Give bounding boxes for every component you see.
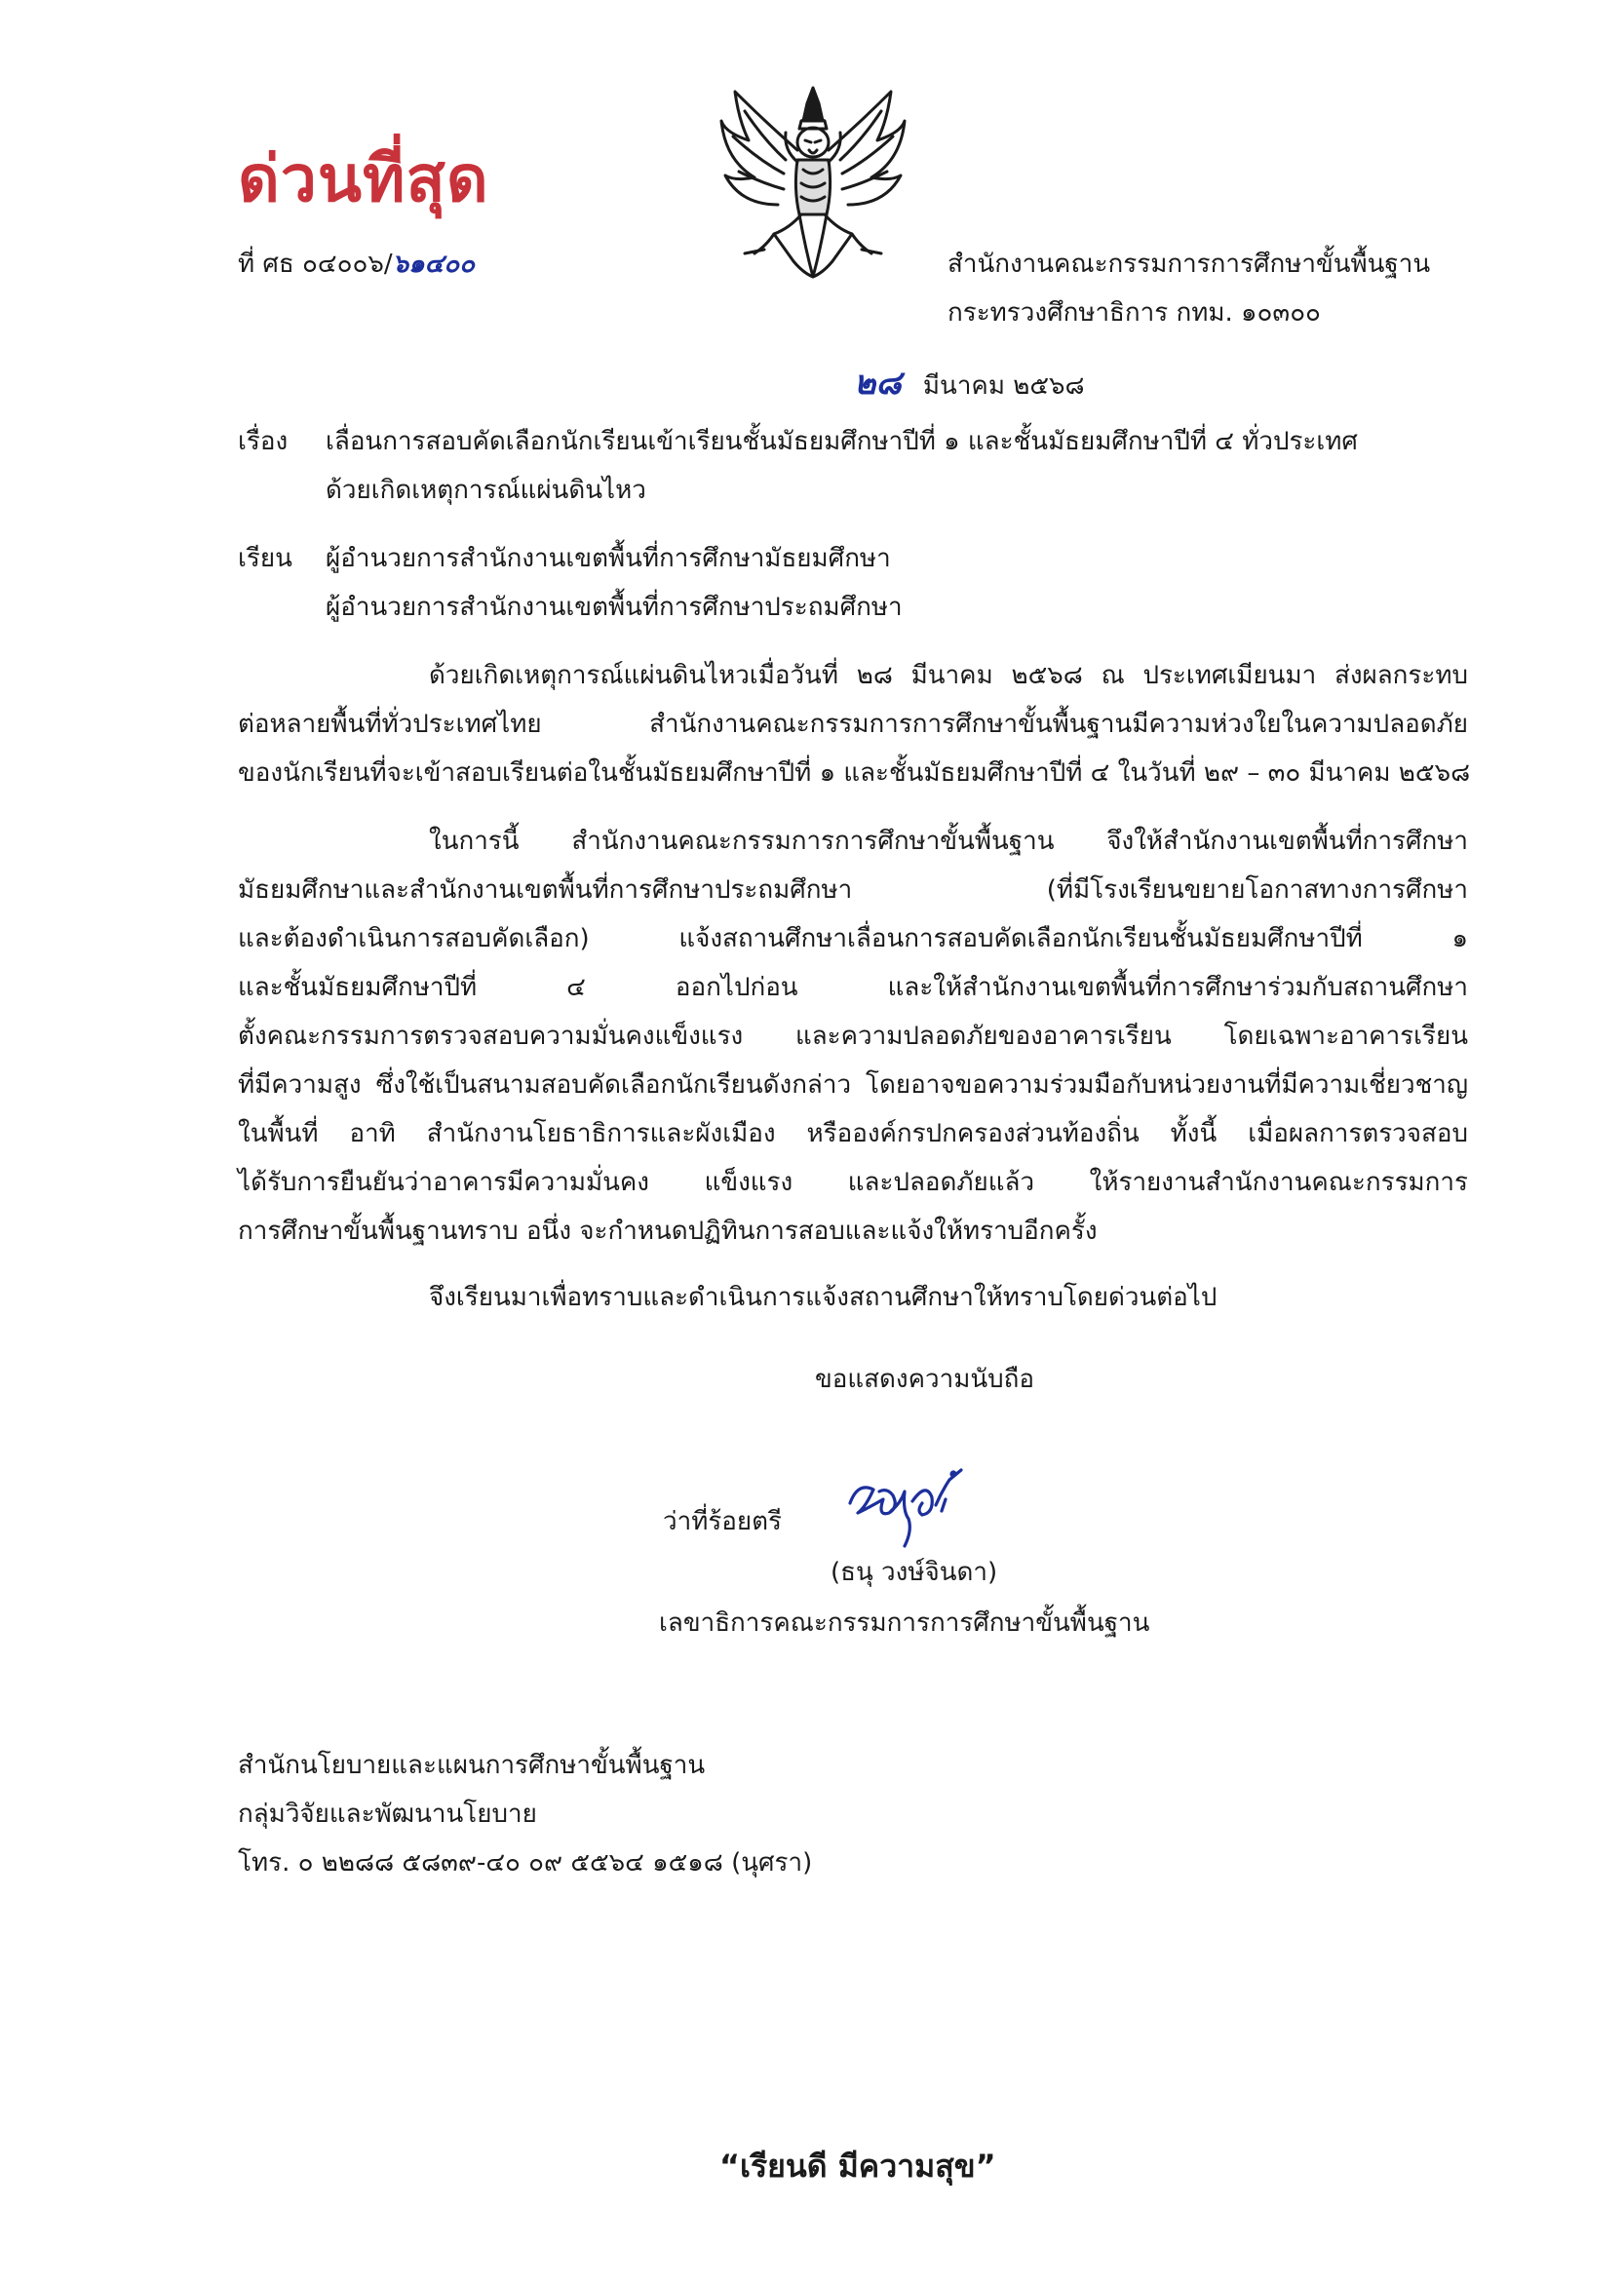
paragraph-1-line-3: ของนักเรียนที่จะเข้าสอบเรียนต่อในชั้นมัธยมศึกษาปีที่ ๑ และชั้นมัธยมศึกษาปีที่ ๔ ในวันที่ ๒๙ – ๓๐ มีนาคม ๒๕๖๘ xyxy=(238,758,1471,788)
paragraph-2-line-4: และชั้นมัธยมศึกษาปีที่ ๔ ออกไปก่อน และให้สำนักงานเขตพื้นที่การศึกษาร่วมกับสถานศึกษา xyxy=(238,973,1468,1002)
recipient-label: เรียน xyxy=(238,544,292,573)
closing-regards: ขอแสดงความนับถือ xyxy=(815,1365,1034,1394)
subject-line-1: เลื่อนการสอบคัดเลือกนักเรียนเข้าเรียนชั้นมัธยมศึกษาปีที่ ๑ และชั้นมัธยมศึกษาปีที่ ๔ ทั่วประเทศ xyxy=(326,427,1358,456)
signer-title: เลขาธิการคณะกรรมการการศึกษาขั้นพื้นฐาน xyxy=(659,1608,1150,1638)
contact-group: กลุ่มวิจัยและพัฒนานโยบาย xyxy=(238,1800,537,1829)
date-month-year: มีนาคม ๒๕๖๘ xyxy=(922,371,1085,401)
contact-office: สำนักนโยบายและแผนการศึกษาขั้นพื้นฐาน xyxy=(238,1751,706,1780)
paragraph-2-line-5: ตั้งคณะกรรมการตรวจสอบความมั่นคงแข็งแรง และความปลอดภัยของอาคารเรียน โดยเฉพาะอาคารเรียน xyxy=(238,1022,1468,1051)
footer-motto: “เรียนดี มีความสุข” xyxy=(719,2148,996,2185)
paragraph-2-line-8: ได้รับการยืนยันว่าอาคารมีความมั่นคง แข็งแรง และปลอดภัยแล้ว ให้รายงานสำนักงานคณะกรรมการ xyxy=(238,1168,1468,1197)
recipient-line-2: ผู้อำนวยการสำนักงานเขตพื้นที่การศึกษาประถมศึกษา xyxy=(326,593,903,622)
paragraph-2-line-2: มัธยมศึกษาและสำนักงานเขตพื้นที่การศึกษาประถมศึกษา (ที่มีโรงเรียนขยายโอกาสทางการศึกษา xyxy=(238,875,1468,905)
contact-phone: โทร. ๐ ๒๒๘๘ ๕๘๓๙-๔๐ ๐๙ ๕๕๖๔ ๑๕๑๘ (นุศรา) xyxy=(238,1848,813,1878)
reference-prefix: ที่ ศธ ๐๔๐๐๖/ xyxy=(238,250,393,279)
office-address: กระทรวงศึกษาธิการ กทม. ๑๐๓๐๐ xyxy=(947,298,1321,328)
paragraph-2-line-6: ที่มีความสูง ซึ่งใช้เป็นสนามสอบคัดเลือกนักเรียนดังกล่าว โดยอาจขอความร่วมมือกับหน่วยงานที่มีความเชี่ยวชาญ xyxy=(238,1070,1468,1100)
garuda-emblem xyxy=(715,82,910,283)
paragraph-1-line-2: ต่อหลายพื้นที่ทั่วประเทศไทย สำนักงานคณะกรรมการการศึกษาขั้นพื้นฐานมีความห่วงใยในความปลอดภัย xyxy=(238,710,1468,739)
signer-name: (ธนุ วงษ์จินดา) xyxy=(831,1558,998,1587)
paragraph-2-line-9: การศึกษาขั้นพื้นฐานทราบ อนึ่ง จะกำหนดปฏิทินการสอบและแจ้งให้ทราบอีกครั้ง xyxy=(238,1217,1098,1246)
office-name: สำนักงานคณะกรรมการการศึกษาขั้นพื้นฐาน xyxy=(947,250,1431,279)
recipient-line-1: ผู้อำนวยการสำนักงานเขตพื้นที่การศึกษามัธยมศึกษา xyxy=(326,544,891,573)
paragraph-2-line-7: ในพื้นที่ อาทิ สำนักงานโยธาธิการและผังเมือง หรือองค์กรปกครองส่วนท้องถิ่น ทั้งนี้ เมื่อผลการตรวจสอบ xyxy=(238,1119,1468,1148)
paragraph-2-line-3: และต้องดำเนินการสอบคัดเลือก) แจ้งสถานศึกษาเลื่อนการสอบคัดเลือกนักเรียนชั้นมัธยมศึกษาปีที่ ๑ xyxy=(238,924,1468,953)
reference-number-handwritten: ๖๑๔๐๐ xyxy=(392,250,476,279)
reference-number xyxy=(238,252,475,277)
urgency-stamp: ด่วนที่สุด xyxy=(238,140,489,216)
paragraph-3: จึงเรียนมาเพื่อทราบและดำเนินการแจ้งสถานศึกษาให้ทราบโดยด่วนต่อไป xyxy=(429,1283,1218,1312)
subject-line-2: ด้วยเกิดเหตุการณ์แผ่นดินไหว xyxy=(326,476,646,505)
paragraph-1-line-1: ด้วยเกิดเหตุการณ์แผ่นดินไหวเมื่อวันที่ ๒๘ มีนาคม ๒๕๖๘ ณ ประเทศเมียนมา ส่งผลกระทบ xyxy=(429,661,1468,690)
document-date xyxy=(854,364,1085,403)
signer-rank: ว่าที่ร้อยตรี xyxy=(663,1507,783,1536)
date-day-handwritten: ๒๘ xyxy=(854,364,902,403)
subject-label: เรื่อง xyxy=(238,427,289,456)
signature-mark xyxy=(844,1462,971,1552)
paragraph-2-line-1: ในการนี้ สำนักงานคณะกรรมการการศึกษาขั้นพื้นฐาน จึงให้สำนักงานเขตพื้นที่การศึกษา xyxy=(429,827,1468,856)
